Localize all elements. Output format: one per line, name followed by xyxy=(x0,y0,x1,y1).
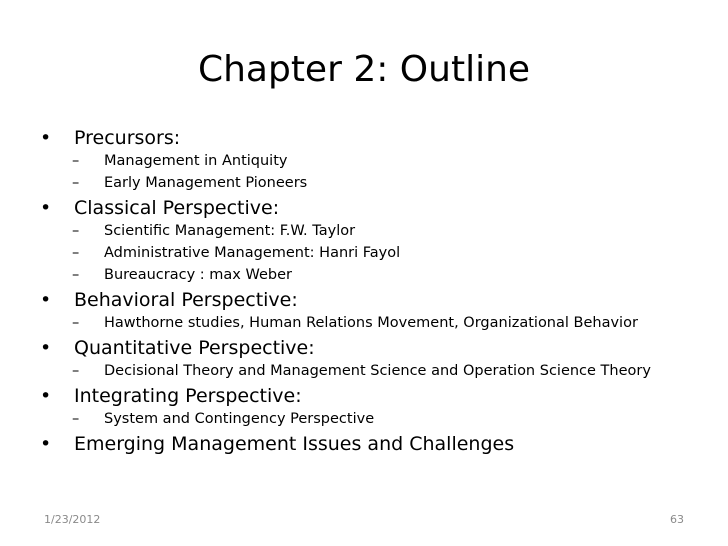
outline-item xyxy=(36,432,716,456)
dash-icon: – xyxy=(72,245,80,261)
outline-item xyxy=(36,336,716,360)
outline-item xyxy=(36,288,716,312)
bullet-icon: • xyxy=(40,197,52,219)
dash-icon: – xyxy=(72,175,80,191)
outline-item-label: Emerging Management Issues and Challenges xyxy=(74,433,515,455)
outline-item-label: Behavioral Perspective: xyxy=(74,289,298,311)
outline-item xyxy=(36,196,716,220)
bullet-icon: • xyxy=(40,337,52,359)
outline-subitem-label: Hawthorne studies, Human Relations Movement, Organizational Behavior xyxy=(104,315,638,331)
outline-subitem-label: System and Contingency Perspective xyxy=(104,411,375,427)
outline-subitem-label: Bureaucracy : max Weber xyxy=(104,267,292,283)
outline-subitem xyxy=(36,264,716,286)
outline-subitem xyxy=(36,150,716,172)
outline-subitem xyxy=(36,242,716,264)
outline-subitem-label: Early Management Pioneers xyxy=(104,175,308,191)
page-number: 63 xyxy=(670,513,684,526)
footer-date: 1/23/2012 xyxy=(44,513,101,526)
outline-subitem-label: Scientific Management: F.W. Taylor xyxy=(104,223,356,239)
outline-item-label: Precursors: xyxy=(74,127,181,149)
dash-icon: – xyxy=(72,363,80,379)
outline-subitem xyxy=(36,172,716,194)
outline-subitem xyxy=(36,408,716,430)
outline-subitem xyxy=(36,360,716,382)
outline-item-label: Quantitative Perspective: xyxy=(74,337,315,359)
bullet-icon: • xyxy=(40,433,52,455)
dash-icon: – xyxy=(72,411,80,427)
outline-subitem-label: Decisional Theory and Management Science and Operation Science Theory xyxy=(104,363,651,379)
outline-item-label: Integrating Perspective: xyxy=(74,385,302,407)
slide-title: Chapter 2: Outline xyxy=(197,49,531,90)
dash-icon: – xyxy=(72,267,80,283)
bullet-icon: • xyxy=(40,385,52,407)
dash-icon: – xyxy=(72,315,80,331)
outline-subitem xyxy=(36,220,716,242)
outline-subitem-label: Administrative Management: Hanri Fayol xyxy=(104,245,401,261)
outline-subitem-label: Management in Antiquity xyxy=(104,153,288,169)
outline-item xyxy=(36,384,716,408)
outline-list xyxy=(36,124,716,456)
outline-item-label: Classical Perspective: xyxy=(74,197,280,219)
outline-subitem xyxy=(36,312,716,334)
outline-item xyxy=(36,126,716,150)
bullet-icon: • xyxy=(40,289,52,311)
dash-icon: – xyxy=(72,153,80,169)
bullet-icon: • xyxy=(40,127,52,149)
dash-icon: – xyxy=(72,223,80,239)
